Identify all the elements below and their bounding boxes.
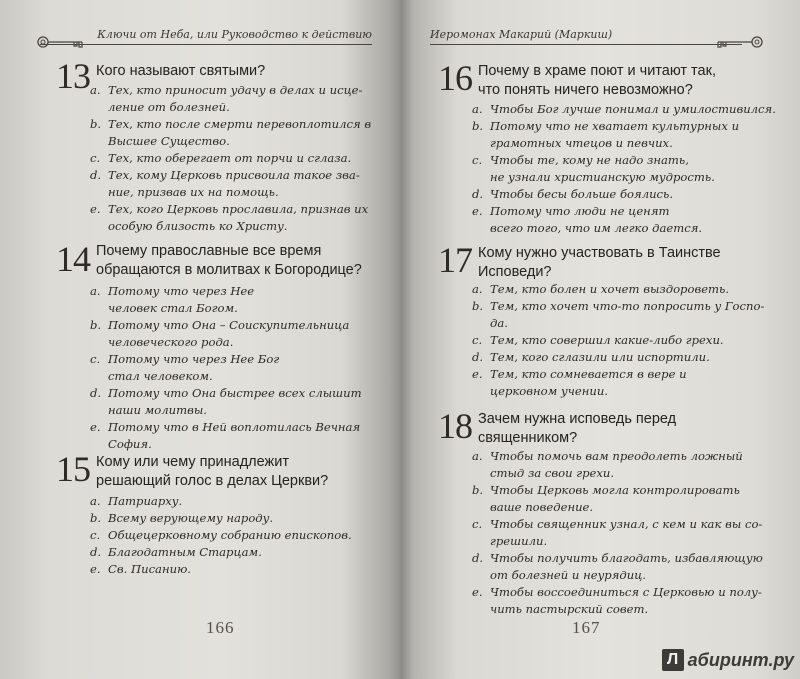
question-text-line: священником? (478, 430, 578, 446)
option-text-line: Чтобы воссоединиться с Церковью и полу- (490, 585, 762, 599)
option-letter: d. (472, 187, 484, 201)
option-letter: e. (90, 562, 101, 576)
option-b (472, 118, 776, 152)
option-text-line: Тех, кого Церковь прославила, признав их (108, 202, 369, 216)
key-icon (714, 33, 764, 51)
option-d (90, 544, 352, 561)
option-letter: e. (472, 585, 483, 599)
running-head: Ключи от Неба, или Руководство к действию (97, 28, 372, 41)
option-text-line: Чтобы священник узнал, с кем и как вы со- (490, 517, 763, 531)
option-letter: c. (472, 333, 483, 347)
option-text-line: Тем, кого сглазили или испортили. (490, 350, 710, 364)
option-letter: e. (90, 420, 101, 434)
option-a (90, 283, 362, 317)
option-letter: b. (472, 299, 484, 313)
watermark-text: абиринт.ру (687, 649, 794, 670)
option-letter: a. (472, 102, 483, 116)
option-e (90, 561, 352, 578)
question-number: 13 (56, 56, 90, 96)
option-text-line: Потому что Она быстрее всех слышит (108, 386, 362, 400)
option-a (472, 281, 764, 298)
option-text-line: Чтобы помочь вам преодолеть ложный (490, 449, 743, 463)
option-letter: c. (90, 151, 101, 165)
option-letter: c. (90, 528, 101, 542)
option-letter: d. (472, 350, 484, 364)
question-text-line: Зачем нужна исповедь перед (478, 411, 677, 427)
option-text-line: наши молитвы. (108, 403, 207, 417)
option-letter: e. (472, 367, 483, 381)
option-letter: e. (472, 204, 483, 218)
question-number: 15 (56, 449, 90, 489)
option-c (90, 351, 362, 385)
running-head: Иеромонах Макарий (Маркиш) (430, 28, 613, 41)
option-text-line: Тем, кто хочет что-то попросить у Госпо- (490, 299, 765, 313)
page-number: 167 (572, 618, 601, 637)
option-text-line: стал человеком. (108, 369, 213, 383)
question-text-line: Кого называют святыми? (96, 63, 266, 79)
key-icon (36, 33, 86, 51)
option-letter: c. (472, 517, 483, 531)
option-letter: a. (90, 494, 101, 508)
options (90, 82, 371, 235)
option-text-line: Чтобы получить благодать, избавляющую (490, 551, 763, 565)
question-text (478, 410, 676, 448)
question-number: 14 (56, 239, 90, 279)
option-text-line: особую близость ко Христу. (108, 219, 288, 233)
option-a (472, 101, 776, 118)
option-text-line: грамотных чтецов и певчих. (490, 136, 673, 150)
option-text-line: человеческого рода. (108, 335, 234, 349)
option-e (90, 201, 371, 235)
option-letter: b. (472, 119, 484, 133)
option-text-line: Тех, кто после смерти перевоплотился в (108, 117, 372, 131)
right-page (402, 0, 800, 679)
option-text-line: Тем, кто совершил какие-либо грехи. (490, 333, 724, 347)
option-text-line: Потому что в Ней воплотилась Вечная (108, 420, 361, 434)
option-text-line: Всему верующему народу. (108, 511, 274, 525)
option-letter: b. (90, 511, 102, 525)
option-text-line: Св. Писанию. (108, 562, 191, 576)
option-text-line: стыд за свои грехи. (490, 466, 615, 480)
options (472, 101, 776, 237)
option-b (472, 298, 764, 332)
header-rule (40, 44, 372, 45)
question-text (96, 453, 328, 491)
option-letter: d. (472, 551, 484, 565)
question-text-line: решающий голос в делах Церкви? (96, 473, 329, 489)
option-text-line: Потому что Она – Соискупительница (108, 318, 350, 332)
question-text-line: обращаются в молитвах к Богородице? (96, 262, 362, 278)
option-c (472, 152, 776, 186)
option-text-line: София. (108, 437, 152, 451)
option-text-line: ние, призвав их на помощь. (108, 185, 279, 199)
watermark (662, 647, 794, 673)
option-text-line: церковном учении. (490, 384, 608, 398)
option-text-line: Потому что через Нее (108, 284, 255, 298)
option-text-line: Тех, кто приносит удачу в делах и исце- (108, 83, 363, 97)
option-b (90, 510, 352, 527)
question-text (478, 62, 716, 100)
option-text-line: ление от болезней. (108, 100, 230, 114)
option-letter: d. (90, 386, 102, 400)
option-d (472, 186, 776, 203)
option-letter: a. (90, 284, 101, 298)
option-text-line: Чтобы те, кому не надо знать, (490, 153, 689, 167)
option-text-line: от болезней и неурядиц. (490, 568, 646, 582)
option-e (472, 203, 776, 237)
option-text-line: Общецерковному собранию епископов. (108, 528, 352, 542)
header-rule (430, 44, 742, 45)
option-text-line: Патриарху. (108, 494, 183, 508)
question-text (96, 62, 265, 81)
option-c (472, 332, 764, 349)
options (472, 281, 764, 400)
option-letter: a. (472, 449, 483, 463)
option-text-line: Тех, кому Церковь присвоила такое зва- (108, 168, 360, 182)
option-letter: e. (90, 202, 101, 216)
option-text-line: Тем, кто болен и хочет выздороветь. (490, 282, 730, 296)
option-text-line: Высшее Существо. (108, 134, 230, 148)
question-number: 16 (438, 58, 472, 98)
option-text-line: Чтобы Церковь могла контролировать (490, 483, 740, 497)
option-text-line: Тем, кто сомневается в вере и (490, 367, 687, 381)
watermark-badge: Л (662, 649, 684, 671)
option-text-line: человек стал Богом. (108, 301, 238, 315)
option-text-line: чить пастырский совет. (490, 602, 649, 616)
option-letter: b. (90, 117, 102, 131)
option-letter: b. (472, 483, 484, 497)
option-e (472, 366, 764, 400)
option-c (472, 516, 763, 550)
option-d (90, 167, 371, 201)
question-text-line: Исповеди? (478, 264, 552, 280)
page-number: 166 (206, 618, 235, 637)
option-e (90, 419, 362, 453)
option-text-line: грешили. (490, 534, 548, 548)
option-text-line: Чтобы бесы больше боялись. (490, 187, 674, 201)
option-text-line: Потому что через Нее Бог (108, 352, 280, 366)
option-text-line: Потому что люди не ценят (490, 204, 670, 218)
question-text (96, 242, 362, 280)
options (90, 283, 362, 453)
question-text (478, 244, 721, 282)
option-letter: c. (90, 352, 101, 366)
option-text-line: Благодатным Старцам. (108, 545, 262, 559)
option-letter: c. (472, 153, 483, 167)
option-text-line: Чтобы Бог лучше понимал и умилостивился. (490, 102, 776, 116)
option-letter: a. (90, 83, 101, 97)
question-text-line: что понять ничего невозможно? (478, 82, 693, 98)
option-b (90, 116, 371, 150)
option-d (90, 385, 362, 419)
option-text-line: Тех, кто оберегает от порчи и сглаза. (108, 151, 352, 165)
option-a (90, 493, 352, 510)
option-text-line: ваше поведение. (490, 500, 594, 514)
option-c (90, 527, 352, 544)
option-letter: d. (90, 545, 102, 559)
option-a (472, 448, 763, 482)
question-text-line: Почему в храме поют и читают так, (478, 63, 716, 79)
question-text-line: Кому нужно участвовать в Таинстве (478, 245, 721, 261)
option-d (472, 349, 764, 366)
option-e (472, 584, 763, 618)
question-number: 18 (438, 406, 472, 446)
options (472, 448, 763, 618)
option-text-line: да. (490, 316, 508, 330)
question-text-line: Почему православные все время (96, 243, 322, 259)
option-c (90, 150, 371, 167)
option-letter: a. (472, 282, 483, 296)
question-number: 17 (438, 240, 472, 280)
option-text-line: Потому что не хватает культурных и (490, 119, 740, 133)
option-b (472, 482, 763, 516)
question-text-line: Кому или чему принадлежит (96, 454, 289, 470)
option-b (90, 317, 362, 351)
option-letter: b. (90, 318, 102, 332)
option-a (90, 82, 371, 116)
options (90, 493, 352, 578)
option-letter: d. (90, 168, 102, 182)
option-text-line: всего того, что им легко дается. (490, 221, 703, 235)
option-d (472, 550, 763, 584)
option-text-line: не узнали христианскую мудрость. (490, 170, 715, 184)
